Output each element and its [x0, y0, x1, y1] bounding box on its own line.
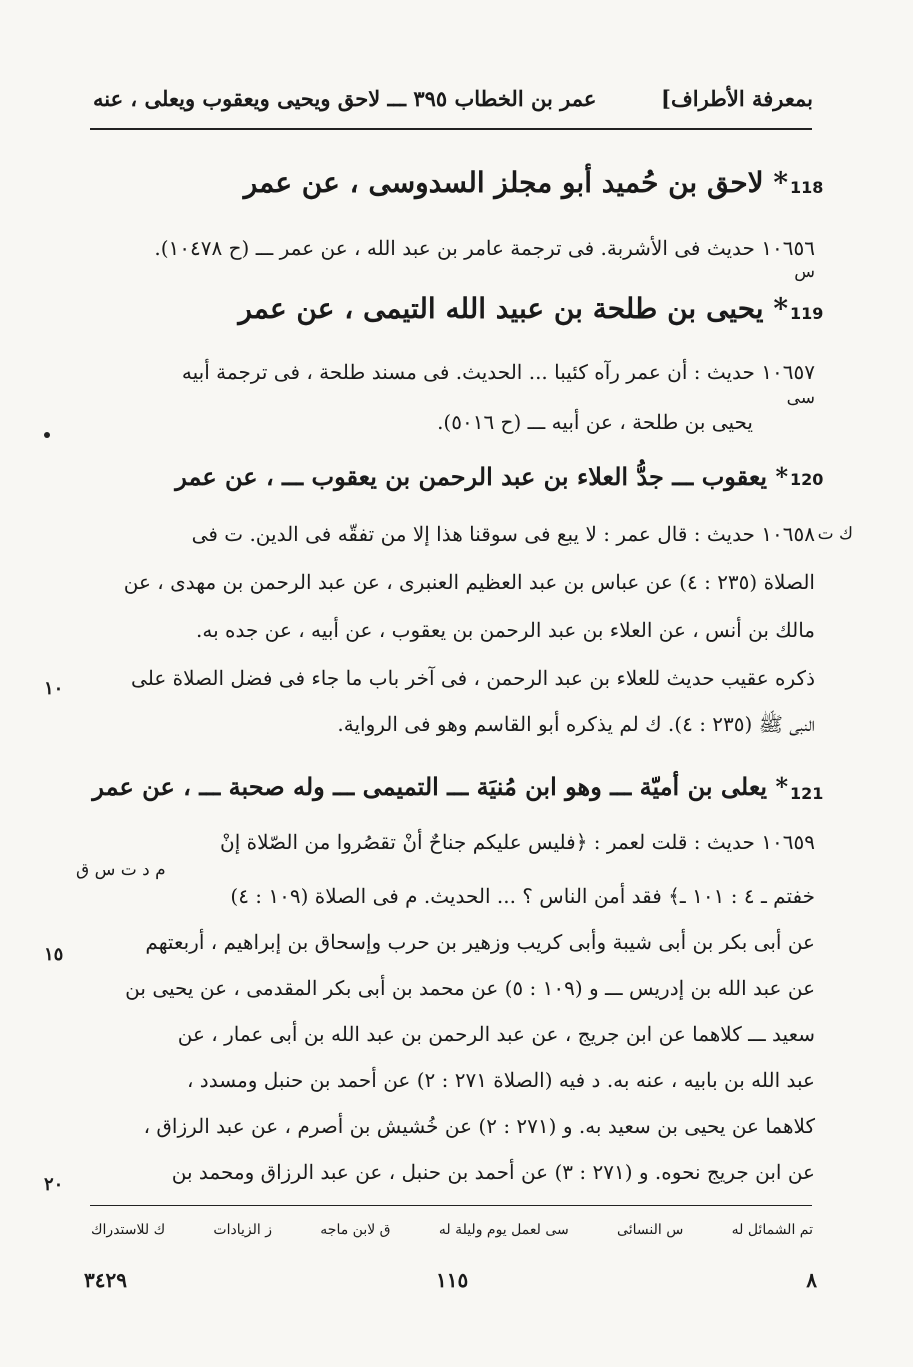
hadith-line: ١٠٦٥٩ حديث : قلت لعمر : ﴿فليس عليكم جناحٌ أنْ تقصُروا من الصّلاة إنْ — [220, 830, 815, 854]
entry-number: 118 — [790, 178, 824, 197]
legend-item: س النسائى — [617, 1222, 684, 1238]
margin-line-number: ١٠ — [44, 678, 64, 699]
source-sigla: ك ت — [817, 524, 853, 544]
hadith-line: مالك بن أنس ، عن العلاء بن عبد الرحمن بن يعقوب ، عن أبيه ، عن جده به. — [196, 618, 815, 642]
hadith-line: خفتم ـ ٤ : ١٠١ ـ﴾ فقد أمن الناس ؟ ... الحديث. م فى الصلاة (١٠٩ : ٤) — [230, 884, 815, 908]
source-sigla: س — [794, 262, 815, 282]
hadith-line: الصلاة (٢٣٥ : ٤) عن عباس بن عبد العظيم العنبرى ، عن عبد الرحمن بن مهدى ، عن — [123, 570, 815, 594]
margin-line-number: ١٥ — [44, 944, 64, 965]
legend-item: تم الشمائل له — [731, 1222, 813, 1238]
hadith-line: عن ابن جريج نحوه. و (٢٧١ : ٣) عن أحمد بن حنبل ، عن عبد الرزاق ومحمد بن — [171, 1160, 815, 1184]
hadith-line: النبى ﷺ (٢٣٥ : ٤). ك لم يذكره أبو القاسم وهو فى الرواية. — [337, 712, 815, 736]
entry-number: 120 — [790, 470, 824, 489]
hadith-line: ١٠٦٥٧ حديث : أن عمر رآه كئيبا ... الحديث. فى مسند طلحة ، فى ترجمة أبيه — [181, 360, 815, 384]
footnote-rule — [90, 1205, 812, 1206]
page-number-center: ١١٥ — [436, 1268, 469, 1292]
legend-item: ق لابن ماجه — [320, 1222, 391, 1238]
legend-item: سى لعمل يوم وليلة له — [438, 1222, 569, 1238]
legend-item: ز الزيادات — [213, 1222, 272, 1238]
header-section-title: بمعرفة الأطراف] — [661, 86, 813, 111]
header-rule — [90, 128, 812, 130]
hadith-line: عبد الله بن بابيه ، عنه به. د فيه (الصلاة ٢٧١ : ٢) عن أحمد بن حنبل ومسدد ، — [186, 1068, 815, 1092]
hadith-line: عن أبى بكر بن أبى شيبة وأبى كريب وزهير بن حرب وإسحاق بن إبراهيم ، أربعتهم — [145, 930, 815, 954]
entry-number: 121 — [790, 784, 824, 803]
running-header — [93, 86, 813, 126]
hadith-line: ذكره عقيب حديث للعلاء بن عبد الرحمن ، فى آخر باب ما جاء فى فضل الصلاة على — [131, 666, 815, 690]
header-subject: عمر بن الخطاب ٣٩٥ ـــ لاحق ويحيى ويعقوب ويعلى ، عنه — [93, 86, 597, 111]
margin-mark — [44, 432, 50, 438]
hadith-line: عن عبد الله بن إدريس ـــ و (١٠٩ : ٥) عن محمد بن أبى بكر المقدمى ، عن يحيى بن — [125, 976, 815, 1000]
sigla-legend — [91, 1222, 813, 1238]
page-number-left: ٣٤٢٩ — [84, 1268, 127, 1292]
hadith-line: ١٠٦٥٨ حديث : قال عمر : لا يبع فى سوقنا هذا إلا من تفقّه فى الدين. ت فى — [191, 522, 815, 546]
source-sigla: م د ت س ق — [76, 860, 166, 880]
entry-heading: * لاحق بن حُميد أبو مجلز السدوسى ، عن عمر — [243, 166, 788, 199]
hadith-line: كلاهما عن يحيى بن سعيد به. و (٢٧١ : ٢) عن خُشيش بن أصرم ، عن عبد الرزاق ، — [143, 1114, 815, 1138]
hadith-line: سعيد ـــ كلاهما عن ابن جريج ، عن عبد الرحمن بن عبد الله بن أبى عمار ، عن — [177, 1022, 815, 1046]
hadith-line: يحيى بن طلحة ، عن أبيه ـــ (ح ٥٠١٦). — [437, 410, 753, 434]
legend-item: ك للاستدراك — [91, 1222, 166, 1238]
margin-line-number: ٢٠ — [44, 1174, 64, 1195]
source-sigla: سى — [786, 388, 815, 408]
hadith-line: ١٠٦٥٦ حديث فى الأشربة. فى ترجمة عامر بن عبد الله ، عن عمر ـــ (ح ١٠٤٧٨). — [154, 236, 815, 260]
entry-number: 119 — [790, 304, 824, 323]
entry-heading: * يحيى بن طلحة بن عبيد الله التيمى ، عن عمر — [238, 292, 788, 325]
page-number-right: ٨ — [806, 1268, 817, 1292]
entry-heading: * يعلى بن أميّة ـــ وهو ابن مُنيَة ـــ التميمى ـــ وله صحبة ـــ ، عن عمر — [92, 772, 788, 801]
entry-heading: * يعقوب ـــ جدُّ العلاء بن عبد الرحمن بن يعقوب ـــ ، عن عمر — [175, 462, 788, 491]
